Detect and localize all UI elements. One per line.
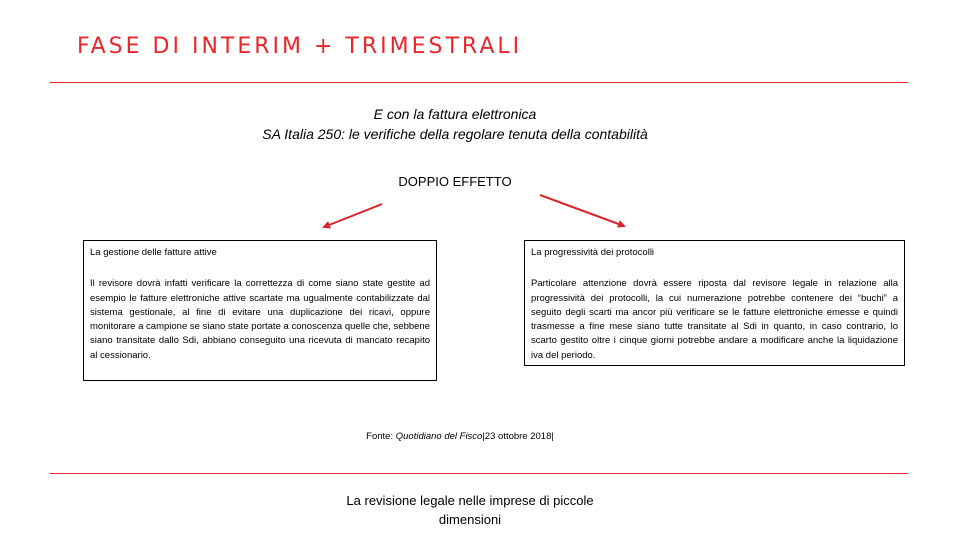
subtitle-line-2: SA Italia 250: le verifiche della regolare tenuta della contabilità: [262, 126, 648, 142]
footer-title: [300, 491, 640, 529]
box-heading: La progressività dei protocolli: [531, 247, 655, 258]
box-heading: La gestione delle fatture attive: [90, 247, 217, 258]
footer-line-2: dimensioni: [438, 512, 502, 527]
left-arrow: [324, 204, 382, 227]
box-progressivita-protocolli: [524, 240, 905, 366]
box-body: Particolare attenzione dovrà essere riposta dal revisore legale in relazione alla progressività dei protocolli, la cui numerazione potrebbe contenere dei “buchi” a seguito degli scarti ma ancor più verificare se le fatture elettroniche emesse e quindi trasmesse a fine mese siano tutte transitate al Sdi in quanto, in caso contrario, lo scarto gestito oltre i cinque giorni potrebbe andare a modificare anche la liquidazione iva del periodo.: [531, 278, 898, 361]
source-prefix: Fonte:: [366, 431, 396, 442]
box-fatture-attive: [83, 240, 437, 381]
effect-label: DOPPIO EFFETTO: [398, 174, 512, 189]
box-body: Il revisore dovrà infatti verificare la correttezza di come siano state gestite ad esempio le fatture elettroniche attive scartate ma ugualmente contabilizzate dal sistema gestionale, al fine di evitare una duplicazione dei ricavi, oppure monitorare a campione se siano state portate a conoscenza quelle che, sebbene siano transitate dallo Sdi, abbiano conseguito una ricevuta di mancato recapito al cessionario.: [90, 278, 430, 361]
source-publication: Quotidiano del Fisco: [395, 431, 483, 442]
page-title: FASE DI INTERIM + TRIMESTRALI: [77, 34, 523, 59]
right-arrow: [540, 195, 624, 226]
source-date: |23 ottobre 2018|: [482, 431, 554, 442]
bottom-divider: [50, 473, 908, 474]
source-citation: [300, 431, 620, 442]
footer-line-1: La revisione legale nelle imprese di piccole: [346, 493, 594, 508]
subtitle-line-1: E con la fattura elettronica: [373, 106, 537, 122]
